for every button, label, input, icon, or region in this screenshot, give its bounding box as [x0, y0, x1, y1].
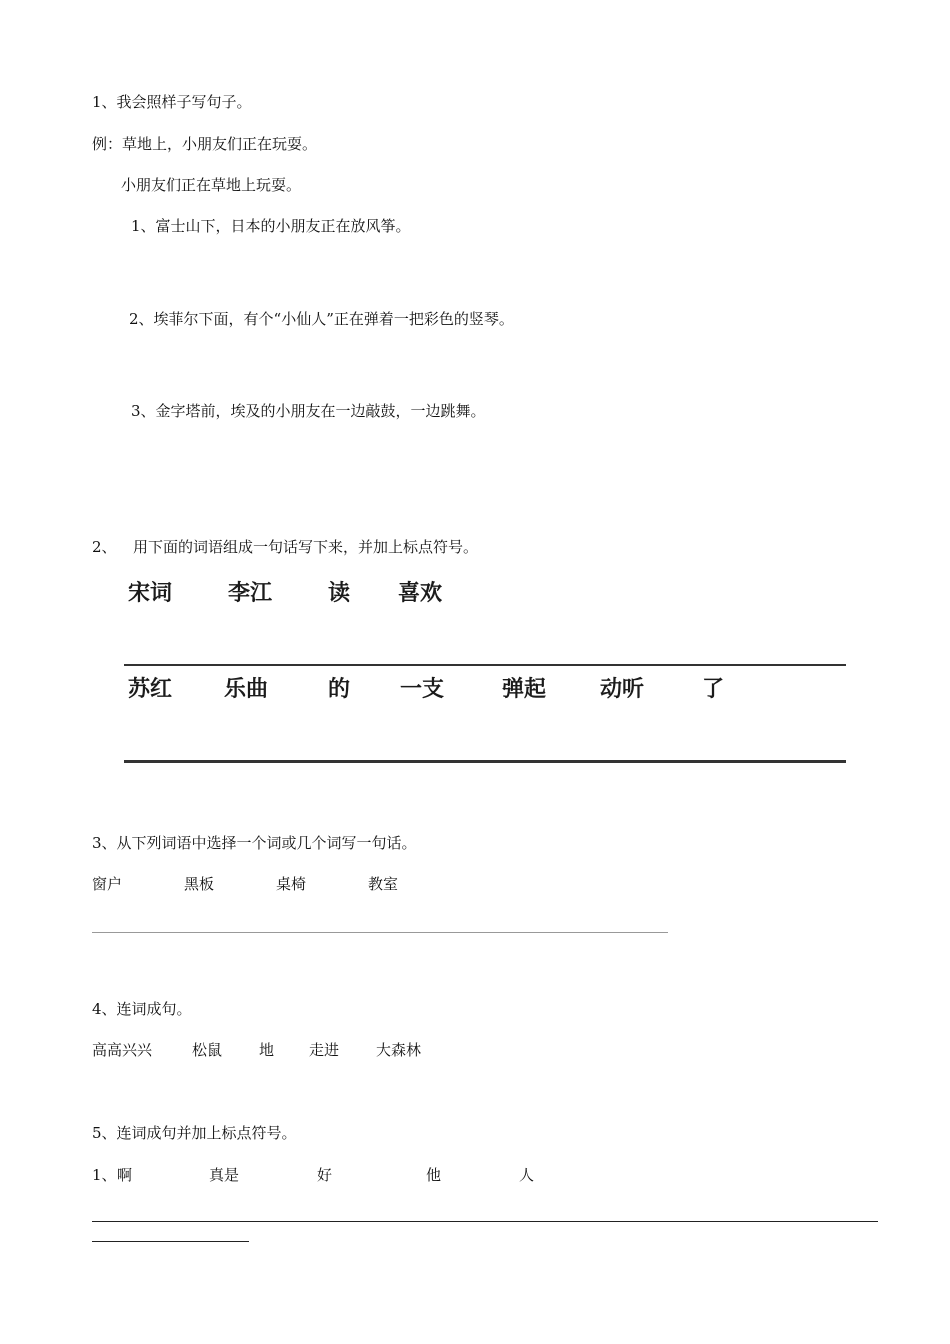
q1-item-2: 2、埃菲尔下面，有个“小仙人”正在弹着一把彩色的竖琴。	[129, 310, 514, 328]
q5-title: 5、连词成句并加上标点符号。	[92, 1124, 297, 1142]
q2-number: 2、	[92, 538, 117, 556]
q4-word-list	[92, 1040, 492, 1060]
q1-example-answer: 小朋友们正在草地上玩耍。	[121, 176, 302, 194]
q4-title: 4、连词成句。	[92, 1000, 192, 1018]
q3-word: 教室	[368, 875, 399, 893]
q5-word: 真是	[209, 1166, 240, 1184]
q1-example-sentence: 草地上，小朋友们正在玩耍。	[122, 135, 318, 153]
q3-word: 黑板	[184, 875, 215, 893]
q4-word: 走进	[309, 1041, 340, 1059]
q2-word-card	[120, 570, 850, 770]
q3-word: 窗户	[92, 875, 123, 893]
q5-word: 人	[519, 1166, 535, 1184]
q2-title: 用下面的词语组成一句话写下来，并加上标点符号。	[133, 538, 479, 556]
q3-word: 桌椅	[276, 875, 307, 893]
q2-word: 读	[328, 581, 351, 606]
q3-answer-line	[92, 932, 668, 933]
q2-word: 李江	[228, 581, 273, 606]
q5-word: 好	[317, 1166, 333, 1184]
q1-item-1: 1、富士山下，日本的小朋友正在放风筝。	[131, 217, 411, 235]
q4-word: 松鼠	[192, 1041, 223, 1059]
q4-word: 大森林	[376, 1041, 422, 1059]
q2-row-1	[128, 580, 828, 608]
q2-word: 了	[702, 677, 725, 702]
q1-title: 1、我会照样子写句子。	[92, 93, 252, 111]
q1-example	[92, 134, 317, 154]
q2-row-2	[128, 676, 848, 704]
q1-item-3: 3、金字塔前，埃及的小朋友在一边敲鼓，一边跳舞。	[131, 402, 486, 420]
q5-item-1	[92, 1165, 572, 1185]
q2-word: 苏红	[128, 677, 173, 702]
q2-word: 宋词	[128, 581, 173, 606]
q4-word: 高高兴兴	[92, 1041, 153, 1059]
q2-word: 的	[328, 677, 351, 702]
q4-word: 地	[259, 1041, 275, 1059]
q2-word: 一支	[400, 677, 445, 702]
q2-answer-line-2	[124, 760, 846, 763]
q2-answer-line-1	[124, 664, 846, 666]
q2-word: 动听	[600, 677, 645, 702]
q5-word: 他	[426, 1166, 442, 1184]
q2-word: 乐曲	[224, 677, 269, 702]
q5-answer-line-1	[92, 1221, 878, 1222]
q5-answer-line-2	[92, 1241, 249, 1242]
q2-word: 喜欢	[398, 581, 443, 606]
q1-example-label: 例：	[92, 135, 123, 153]
q2-word: 弹起	[502, 677, 547, 702]
q5-word: 啊	[117, 1166, 133, 1184]
q3-word-list	[92, 874, 492, 894]
q3-title: 3、从下列词语中选择一个词或几个词写一句话。	[92, 834, 417, 852]
q5-item-number: 1、	[92, 1166, 117, 1184]
